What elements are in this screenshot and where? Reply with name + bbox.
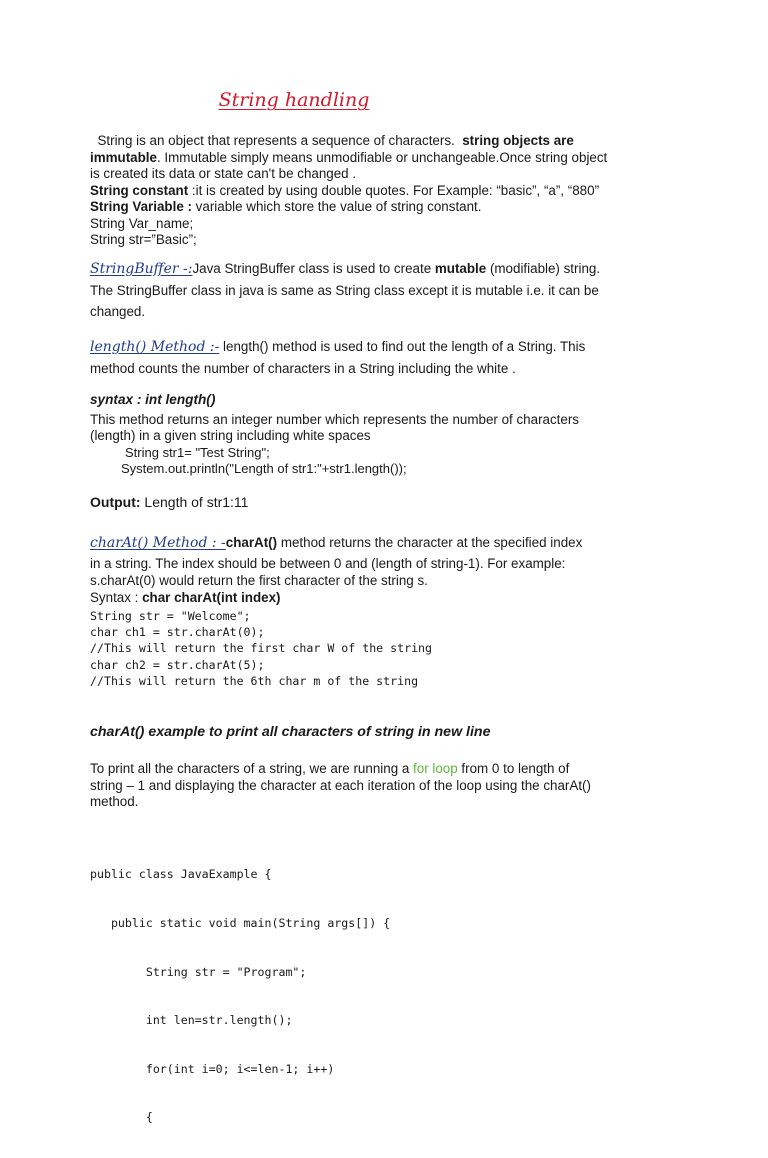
charat-line-1 bbox=[90, 532, 690, 554]
example-line-3: method. bbox=[90, 794, 139, 809]
document-title: String handling bbox=[218, 89, 370, 111]
syntax-label: Syntax : bbox=[90, 589, 143, 605]
string-variable-line bbox=[90, 199, 690, 216]
code-line: String str=”Basic”; bbox=[90, 232, 197, 247]
length-heading: length() Method :- bbox=[90, 339, 220, 355]
length-line-1 bbox=[90, 336, 690, 358]
charat-section bbox=[90, 532, 690, 689]
string-constant-label: String constant bbox=[90, 182, 189, 198]
string-variable-label: String Variable : bbox=[90, 199, 192, 214]
code-line: public static void main(String args[]) { bbox=[90, 916, 391, 931]
code-line: //This will return the 6th char m of the string bbox=[90, 673, 419, 688]
code-line: String str = "Welcome"; bbox=[90, 609, 251, 623]
intro-section bbox=[90, 133, 690, 249]
intro-line-1 bbox=[90, 133, 690, 150]
example-heading: charAt() example to print all characters of string in new line bbox=[90, 724, 491, 740]
stringbuffer-heading: StringBuffer -: bbox=[90, 261, 193, 277]
length-desc-2: (length) in a given string including white spaces bbox=[90, 428, 371, 443]
length-syntax: syntax : int length() bbox=[90, 392, 216, 407]
code-line: public class JavaExample { bbox=[90, 867, 272, 882]
charat-line-3: s.charAt(0) would return the first character of the string s. bbox=[90, 573, 428, 588]
stringbuffer-line-1 bbox=[90, 258, 690, 280]
example-heading-block bbox=[90, 724, 690, 741]
example-code-block bbox=[90, 834, 690, 1158]
code-line: for(int i=0; i<=len-1; i++) bbox=[90, 1061, 335, 1076]
example-line-2: string – 1 and displaying the character at each iteration of the loop using the charAt() bbox=[90, 777, 591, 793]
code-line: //This will return the first char W of the string bbox=[90, 641, 433, 656]
intro-bold: string objects are bbox=[462, 133, 574, 148]
stringbuffer-text: (modifiable) string. bbox=[486, 261, 601, 276]
stringbuffer-text: Java StringBuffer class is used to create bbox=[192, 261, 435, 276]
string-variable-text: variable which store the value of string constant. bbox=[191, 199, 482, 214]
length-output bbox=[90, 494, 690, 511]
charat-bold: charAt() bbox=[225, 535, 278, 550]
syntax-signature: char charAt(int index) bbox=[142, 589, 281, 605]
charat-syntax bbox=[90, 590, 690, 607]
code-line: char ch1 = str.charAt(0); bbox=[90, 625, 265, 640]
length-text: length() method is used to find out the length of a String. This bbox=[219, 339, 586, 354]
code-line: int len=str.length(); bbox=[90, 1013, 293, 1028]
stringbuffer-line-2: The StringBuffer class in java is same as String class except it is mutable i.e. it can be bbox=[90, 283, 599, 298]
intro-line-3: is created its data or state can't be changed . bbox=[90, 166, 357, 181]
intro-text: . Immutable simply means unmodifiable or unchangeable.Once string object bbox=[156, 149, 608, 165]
output-label: Output: bbox=[90, 494, 141, 510]
length-desc-1: This method returns an integer number which represents the number of characters bbox=[90, 411, 580, 427]
stringbuffer-section bbox=[90, 258, 690, 322]
mutable-bold: mutable bbox=[434, 261, 487, 276]
intro-line-2 bbox=[90, 150, 690, 167]
length-section bbox=[90, 336, 690, 379]
intro-immutable: immutable bbox=[90, 149, 157, 165]
code-line: String str1= "Test String"; bbox=[125, 444, 270, 460]
example-paragraph bbox=[90, 761, 690, 811]
charat-line-2: in a string. The index should be between 0 and (length of string-1). For example: bbox=[90, 556, 566, 571]
example-text: from 0 to length of bbox=[457, 761, 570, 776]
output-text: Length of str1:11 bbox=[140, 494, 249, 510]
code-line: System.out.println("Length of str1:"+str1.length()); bbox=[121, 460, 407, 476]
length-line-2: method counts the number of characters in a String including the white . bbox=[90, 361, 516, 376]
charat-text: method returns the character at the specified index bbox=[277, 535, 583, 550]
code-line: char ch2 = str.charAt(5); bbox=[90, 657, 265, 672]
charat-code-block bbox=[90, 608, 690, 689]
string-constant-line bbox=[90, 183, 690, 200]
code-line: String Var_name; bbox=[90, 215, 194, 231]
string-constant-text: :it is created by using double quotes. For Example: “basic”, “a”, “880” bbox=[188, 182, 600, 198]
code-line: { bbox=[90, 1110, 153, 1125]
example-text: To print all the characters of a string, we are running a bbox=[90, 761, 414, 776]
code-line: String str = "Program"; bbox=[90, 964, 307, 979]
stringbuffer-line-3: changed. bbox=[90, 304, 146, 319]
for-loop-link[interactable]: for loop bbox=[413, 761, 458, 776]
example-line-1 bbox=[90, 761, 690, 778]
intro-text: String is an object that represents a sequence of characters. bbox=[97, 133, 455, 148]
charat-heading: charAt() Method : - bbox=[90, 535, 226, 551]
length-syntax-section bbox=[90, 392, 690, 477]
